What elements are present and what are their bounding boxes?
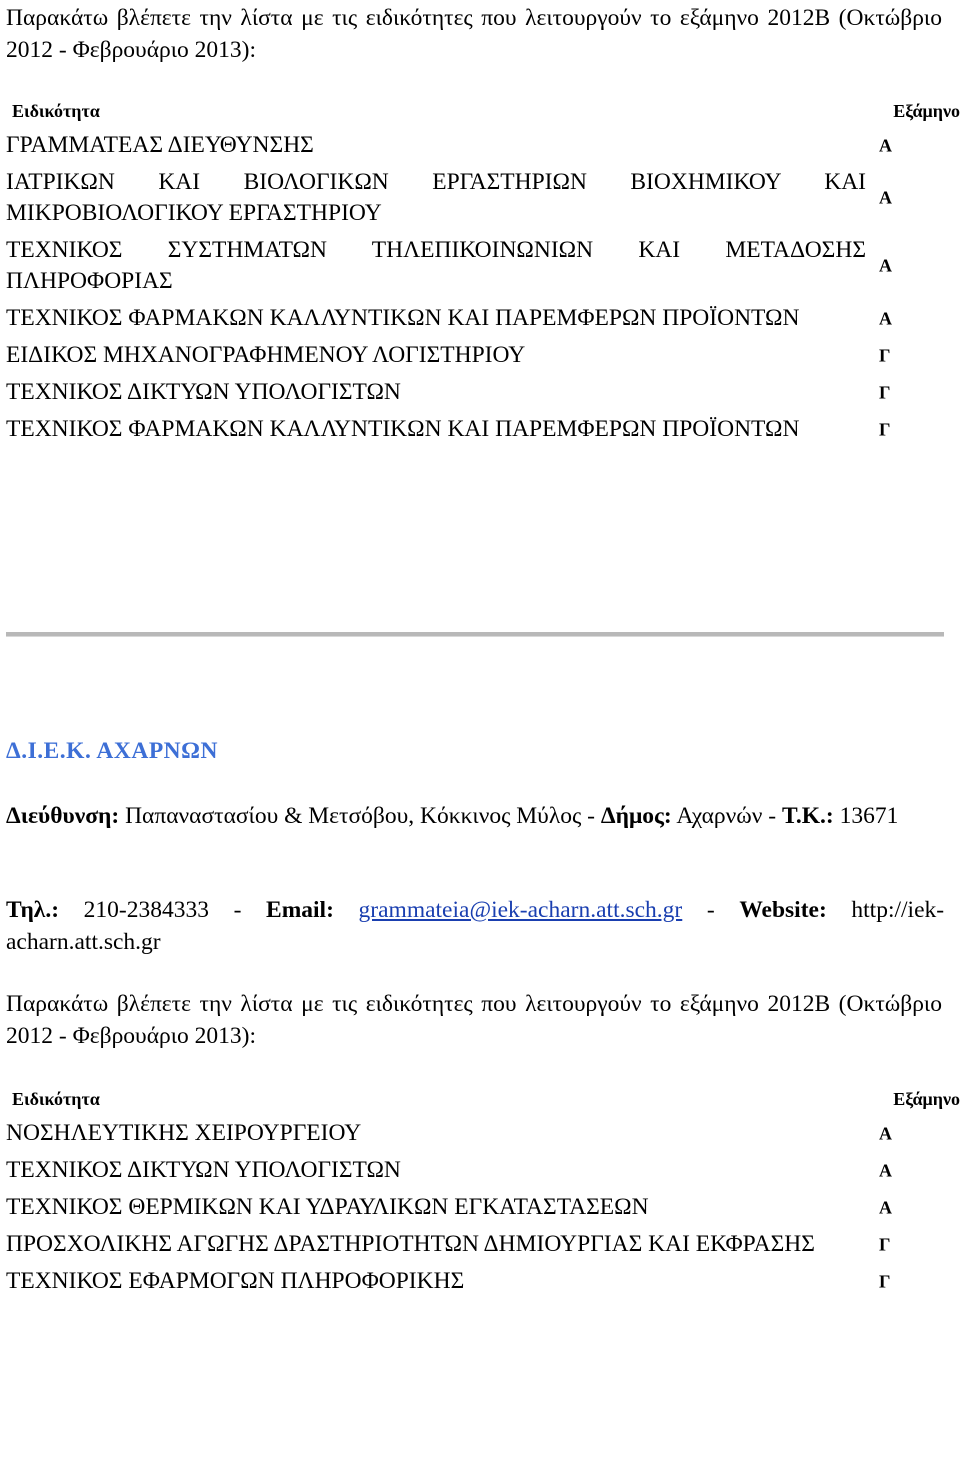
- municipality-value: Αχαρνών -: [676, 803, 777, 829]
- semester-value: Γ: [879, 1234, 891, 1254]
- specialty-name: ΝΟΣΗΛΕΥΤΙΚΗΣ ΧΕΙΡΟΥΡΓΕΙΟΥ: [6, 1120, 362, 1146]
- semester-value: Γ: [879, 1271, 891, 1291]
- table-header: [6, 1086, 960, 1112]
- table-row: [6, 1192, 960, 1223]
- table-row: [6, 167, 960, 229]
- email-label: Email:: [266, 897, 334, 923]
- phone-value: 210-2384333 -: [83, 897, 242, 923]
- specialty-name: ΤΕΧΝΙΚΟΣ ΔΙΚΤΥΩΝ ΥΠΟΛΟΓΙΣΤΩΝ: [6, 1157, 401, 1183]
- semester-value: Γ: [879, 345, 891, 365]
- website-value: http://iek-acharn.att.sch.gr: [6, 897, 945, 955]
- specialty-name: ΤΕΧΝΙΚΟΣ ΘΕΡΜΙΚΩΝ ΚΑΙ ΥΔΡΑΥΛΙΚΩΝ ΕΓΚΑΤΑΣΤΑΣΕΩΝ: [6, 1194, 649, 1220]
- table-row: [6, 1229, 960, 1260]
- header-semester: Εξάμηνο: [893, 101, 960, 121]
- table-row: [6, 235, 960, 297]
- address-label: Διεύθυνση:: [6, 803, 120, 829]
- table-row: [6, 1118, 960, 1149]
- table-row: [6, 377, 960, 408]
- header-specialty: Ειδικότητα: [12, 101, 100, 121]
- address-value: Παπαναστασίου & Μετσόβου, Κόκκινος Μύλος -: [125, 803, 595, 829]
- table-row: [6, 1155, 960, 1186]
- table-row: [6, 130, 960, 161]
- school-address: [6, 800, 944, 832]
- email-link[interactable]: grammateia@iek-acharn.att.sch.gr: [358, 897, 683, 923]
- table-row: [6, 414, 960, 445]
- semester-value: Α: [879, 135, 892, 155]
- school-title: Δ.Ι.Ε.Κ. ΑΧΑΡΝΩΝ: [6, 738, 218, 764]
- intro-paragraph-2: Παρακάτω βλέπετε την λίστα με τις ειδικότητες που λειτουργούν το εξάμηνο 2012Β (Οκτώβριο 2012 - Φεβρουάριο 2013):: [6, 991, 942, 1049]
- separator: -: [706, 897, 715, 923]
- header-specialty: Ειδικότητα: [12, 1089, 100, 1109]
- semester-value: Α: [879, 1197, 892, 1217]
- municipality-label: Δήμος:: [600, 803, 672, 829]
- intro-paragraph-1: Παρακάτω βλέπετε την λίστα με τις ειδικότητες που λειτουργούν το εξάμηνο 2012Β (Οκτώβριο 2012 - Φεβρουάριο 2013):: [6, 5, 942, 63]
- phone-label: Τηλ.:: [6, 897, 60, 923]
- semester-value: Γ: [879, 419, 891, 439]
- specialties-table-2: [6, 1086, 960, 1303]
- specialty-name: ΙΑΤΡΙΚΩΝ ΚΑΙ ΒΙΟΛΟΓΙΚΩΝ ΕΡΓΑΣΤΗΡΙΩΝ ΒΙΟΧΗΜΙΚΟΥ ΚΑΙ ΜΙΚΡΟΒΙΟΛΟΓΙΚΟΥ ΕΡΓΑΣΤΗΡΙΟΥ: [6, 169, 866, 226]
- specialty-name: ΤΕΧΝΙΚΟΣ ΔΙΚΤΥΩΝ ΥΠΟΛΟΓΙΣΤΩΝ: [6, 379, 401, 405]
- table-row: [6, 1266, 960, 1297]
- semester-value: Γ: [879, 382, 891, 402]
- specialty-name: ΓΡΑΜΜΑΤΕΑΣ ΔΙΕΥΘΥΝΣΗΣ: [6, 132, 314, 158]
- semester-value: Α: [879, 1160, 892, 1180]
- school-contacts: [6, 894, 944, 958]
- table-row: [6, 340, 960, 371]
- website-label: Website:: [739, 897, 827, 923]
- header-semester: Εξάμηνο: [893, 1089, 960, 1109]
- semester-value: Α: [879, 187, 892, 208]
- specialties-table-1: [6, 98, 960, 451]
- semester-value: Α: [879, 255, 892, 276]
- specialty-name: ΤΕΧΝΙΚΟΣ ΦΑΡΜΑΚΩΝ ΚΑΛΛΥΝΤΙΚΩΝ ΚΑΙ ΠΑΡΕΜΦΕΡΩΝ ΠΡΟΪΟΝΤΩΝ: [6, 305, 800, 331]
- semester-value: Α: [879, 1123, 892, 1143]
- horizontal-divider: [6, 632, 944, 637]
- specialty-name: ΤΕΧΝΙΚΟΣ ΣΥΣΤΗΜΑΤΩΝ ΤΗΛΕΠΙΚΟΙΝΩΝΙΩΝ ΚΑΙ ΜΕΤΑΔΟΣΗΣ ΠΛΗΡΟΦΟΡΙΑΣ: [6, 237, 866, 294]
- specialty-name: ΕΙΔΙΚΟΣ ΜΗΧΑΝΟΓΡΑΦΗΜΕΝΟΥ ΛΟΓΙΣΤΗΡΙΟΥ: [6, 342, 526, 368]
- table-row: [6, 303, 960, 334]
- specialty-name: ΤΕΧΝΙΚΟΣ ΕΦΑΡΜΟΓΩΝ ΠΛΗΡΟΦΟΡΙΚΗΣ: [6, 1268, 465, 1294]
- postal-value: 13671: [839, 803, 899, 829]
- semester-value: Α: [879, 308, 892, 328]
- postal-label: Τ.Κ.:: [781, 803, 834, 829]
- specialty-name: ΤΕΧΝΙΚΟΣ ΦΑΡΜΑΚΩΝ ΚΑΛΛΥΝΤΙΚΩΝ ΚΑΙ ΠΑΡΕΜΦΕΡΩΝ ΠΡΟΪΟΝΤΩΝ: [6, 416, 800, 442]
- table-header: [6, 98, 960, 124]
- specialty-name: ΠΡΟΣΧΟΛΙΚΗΣ ΑΓΩΓΗΣ ΔΡΑΣΤΗΡΙΟΤΗΤΩΝ ΔΗΜΙΟΥΡΓΙΑΣ ΚΑΙ ΕΚΦΡΑΣΗΣ: [6, 1231, 815, 1257]
